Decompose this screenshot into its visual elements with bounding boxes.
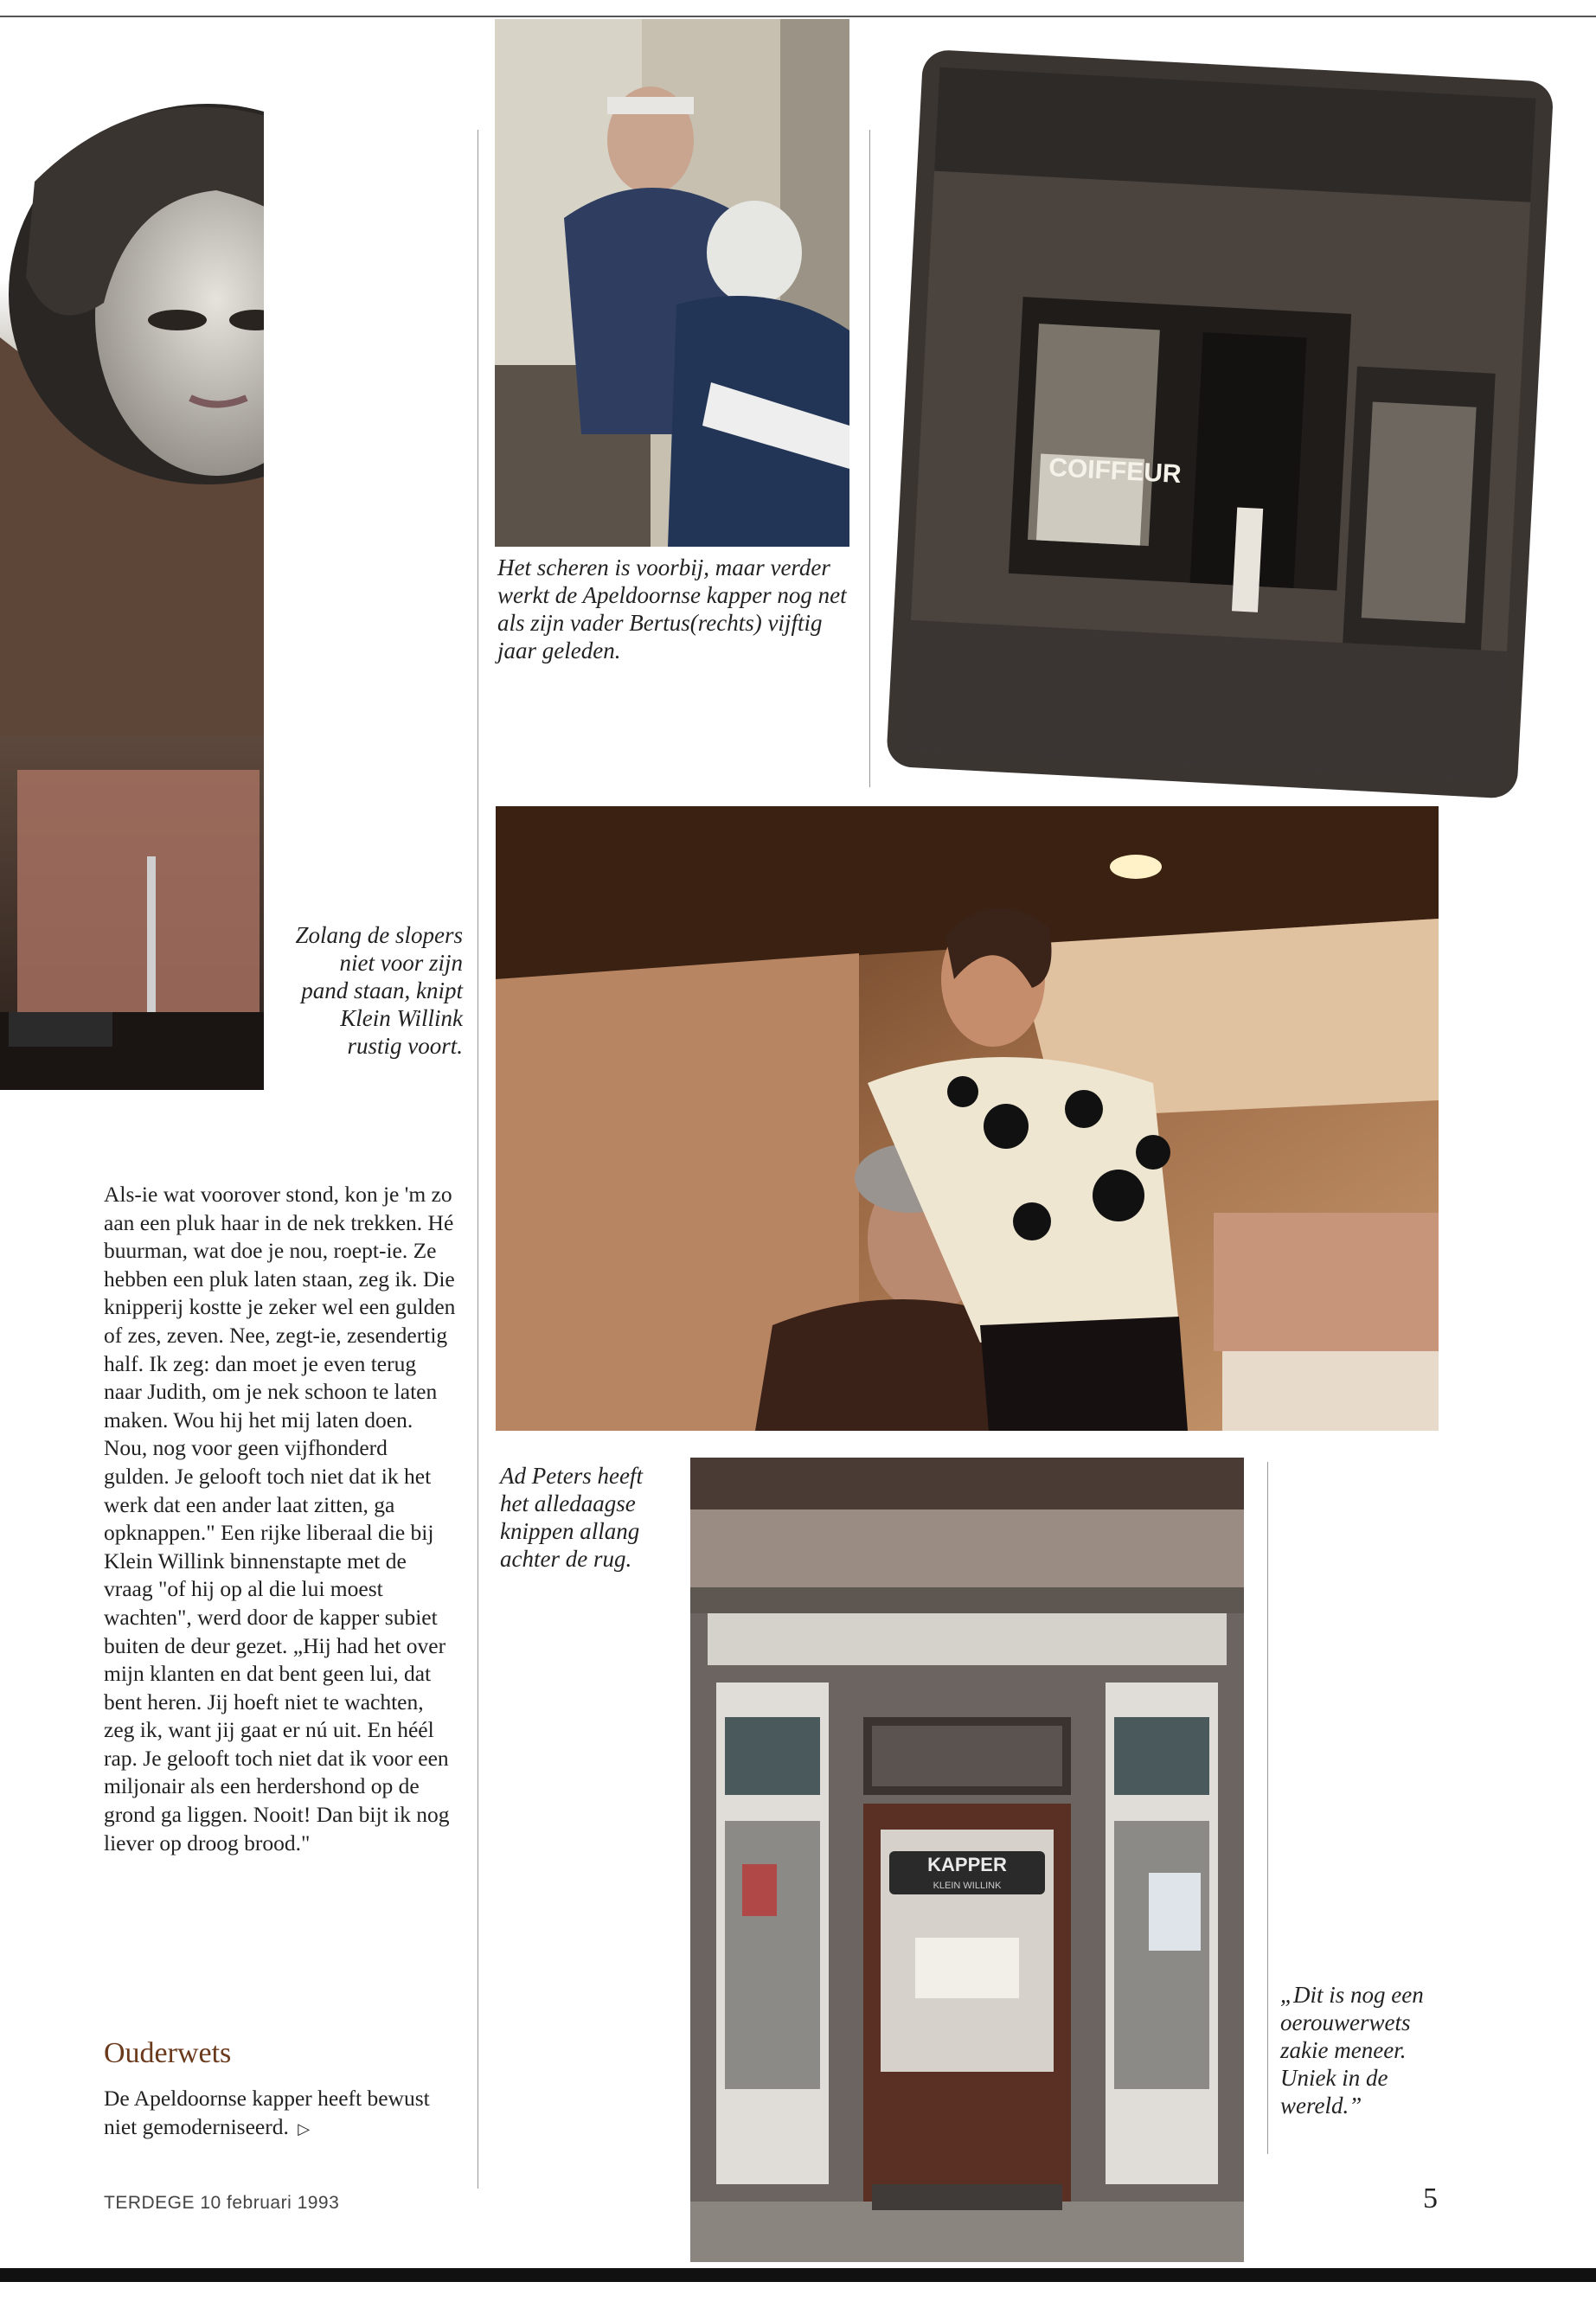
- subhead-ouderwets: Ouderwets: [104, 2037, 232, 2069]
- caption-quote: „Dit is nog een oerouwerwets zakie meneer. Uniek in de wereld.”: [1280, 1982, 1424, 2118]
- barber-shaving-photo: [495, 19, 849, 547]
- bottom-rule: [0, 2268, 1596, 2282]
- publication-footer: TERDEGE 10 februari 1993: [104, 2193, 340, 2213]
- kapper-sign-lettering: KAPPER: [927, 1854, 1007, 1875]
- caption-slopers: Zolang de slopers niet voor zijn pand staan, knipt Klein Willink rustig voort.: [295, 922, 463, 1059]
- top-rule: [0, 16, 1596, 17]
- page-number: 5: [1423, 2182, 1438, 2214]
- coiffeur-storefront-photo: [869, 48, 1561, 809]
- column-rule: [1267, 1462, 1268, 2154]
- caption-ad-peters: Ad Peters heeft het alledaagse knippen allang achter de rug.: [500, 1463, 643, 1572]
- kapper-sign-subtext: KLEIN WILLINK: [933, 1881, 1002, 1891]
- ad-peters-photo: [496, 806, 1439, 1431]
- article-paragraph: Als-ie wat voorover stond, kon je 'm zo aan een pluk haar in de nek trekken. Hé buurman, wat doe je nou, roept-ie. Ze hebben een pluk laten staan, zeg ik. Die knipperij kostte je zeker wel een gulden of zes, zeven. Nee, zegt-ie, zesendertig half. Ik zeg: dan moet je even terug naar Judith, om je nek schoon te laten maken. Wou hij het mij laten doen. Nou, nog voor geen vijfhonderd gulden. Je gelooft toch niet dat ik het werk dat een ander laat zitten, ga opknappen." Een rijke liberaal die bij Klein Willink binnenstapte met de vraag "of hij op al die lui moest wachten", werd door de kapper subiet buiten de deur gezet. „Hij had het over mijn klanten en dat bent geen lui, dat bent heren. Jij hoeft niet te wachten, zeg ik, want jij gaat er nú uit. En héél rap. Je gelooft toch niet dat ik voor een miljonair als een herdershond op de grond ga liggen. Nooit! Dan bijt ik nog liever op droog brood.": [104, 1182, 456, 1856]
- coiffeur-window-lettering: COIFFEUR: [1048, 453, 1183, 489]
- mannequin-photo: [0, 78, 264, 1090]
- closing-text: De Apeldoornse kapper heeft bewust niet gemoderniseerd.: [104, 2086, 430, 2139]
- continue-arrow-icon: ▷: [298, 2119, 311, 2138]
- kapper-storefront-photo: [690, 1458, 1244, 2262]
- article-closing: [104, 2085, 467, 2143]
- caption-shaving: Het scheren is voorbij, maar verder werkt de Apeldoornse kapper nog net als zijn vader Bertus(rechts) vijftig jaar geleden.: [497, 554, 847, 663]
- article-body: [104, 1181, 458, 1857]
